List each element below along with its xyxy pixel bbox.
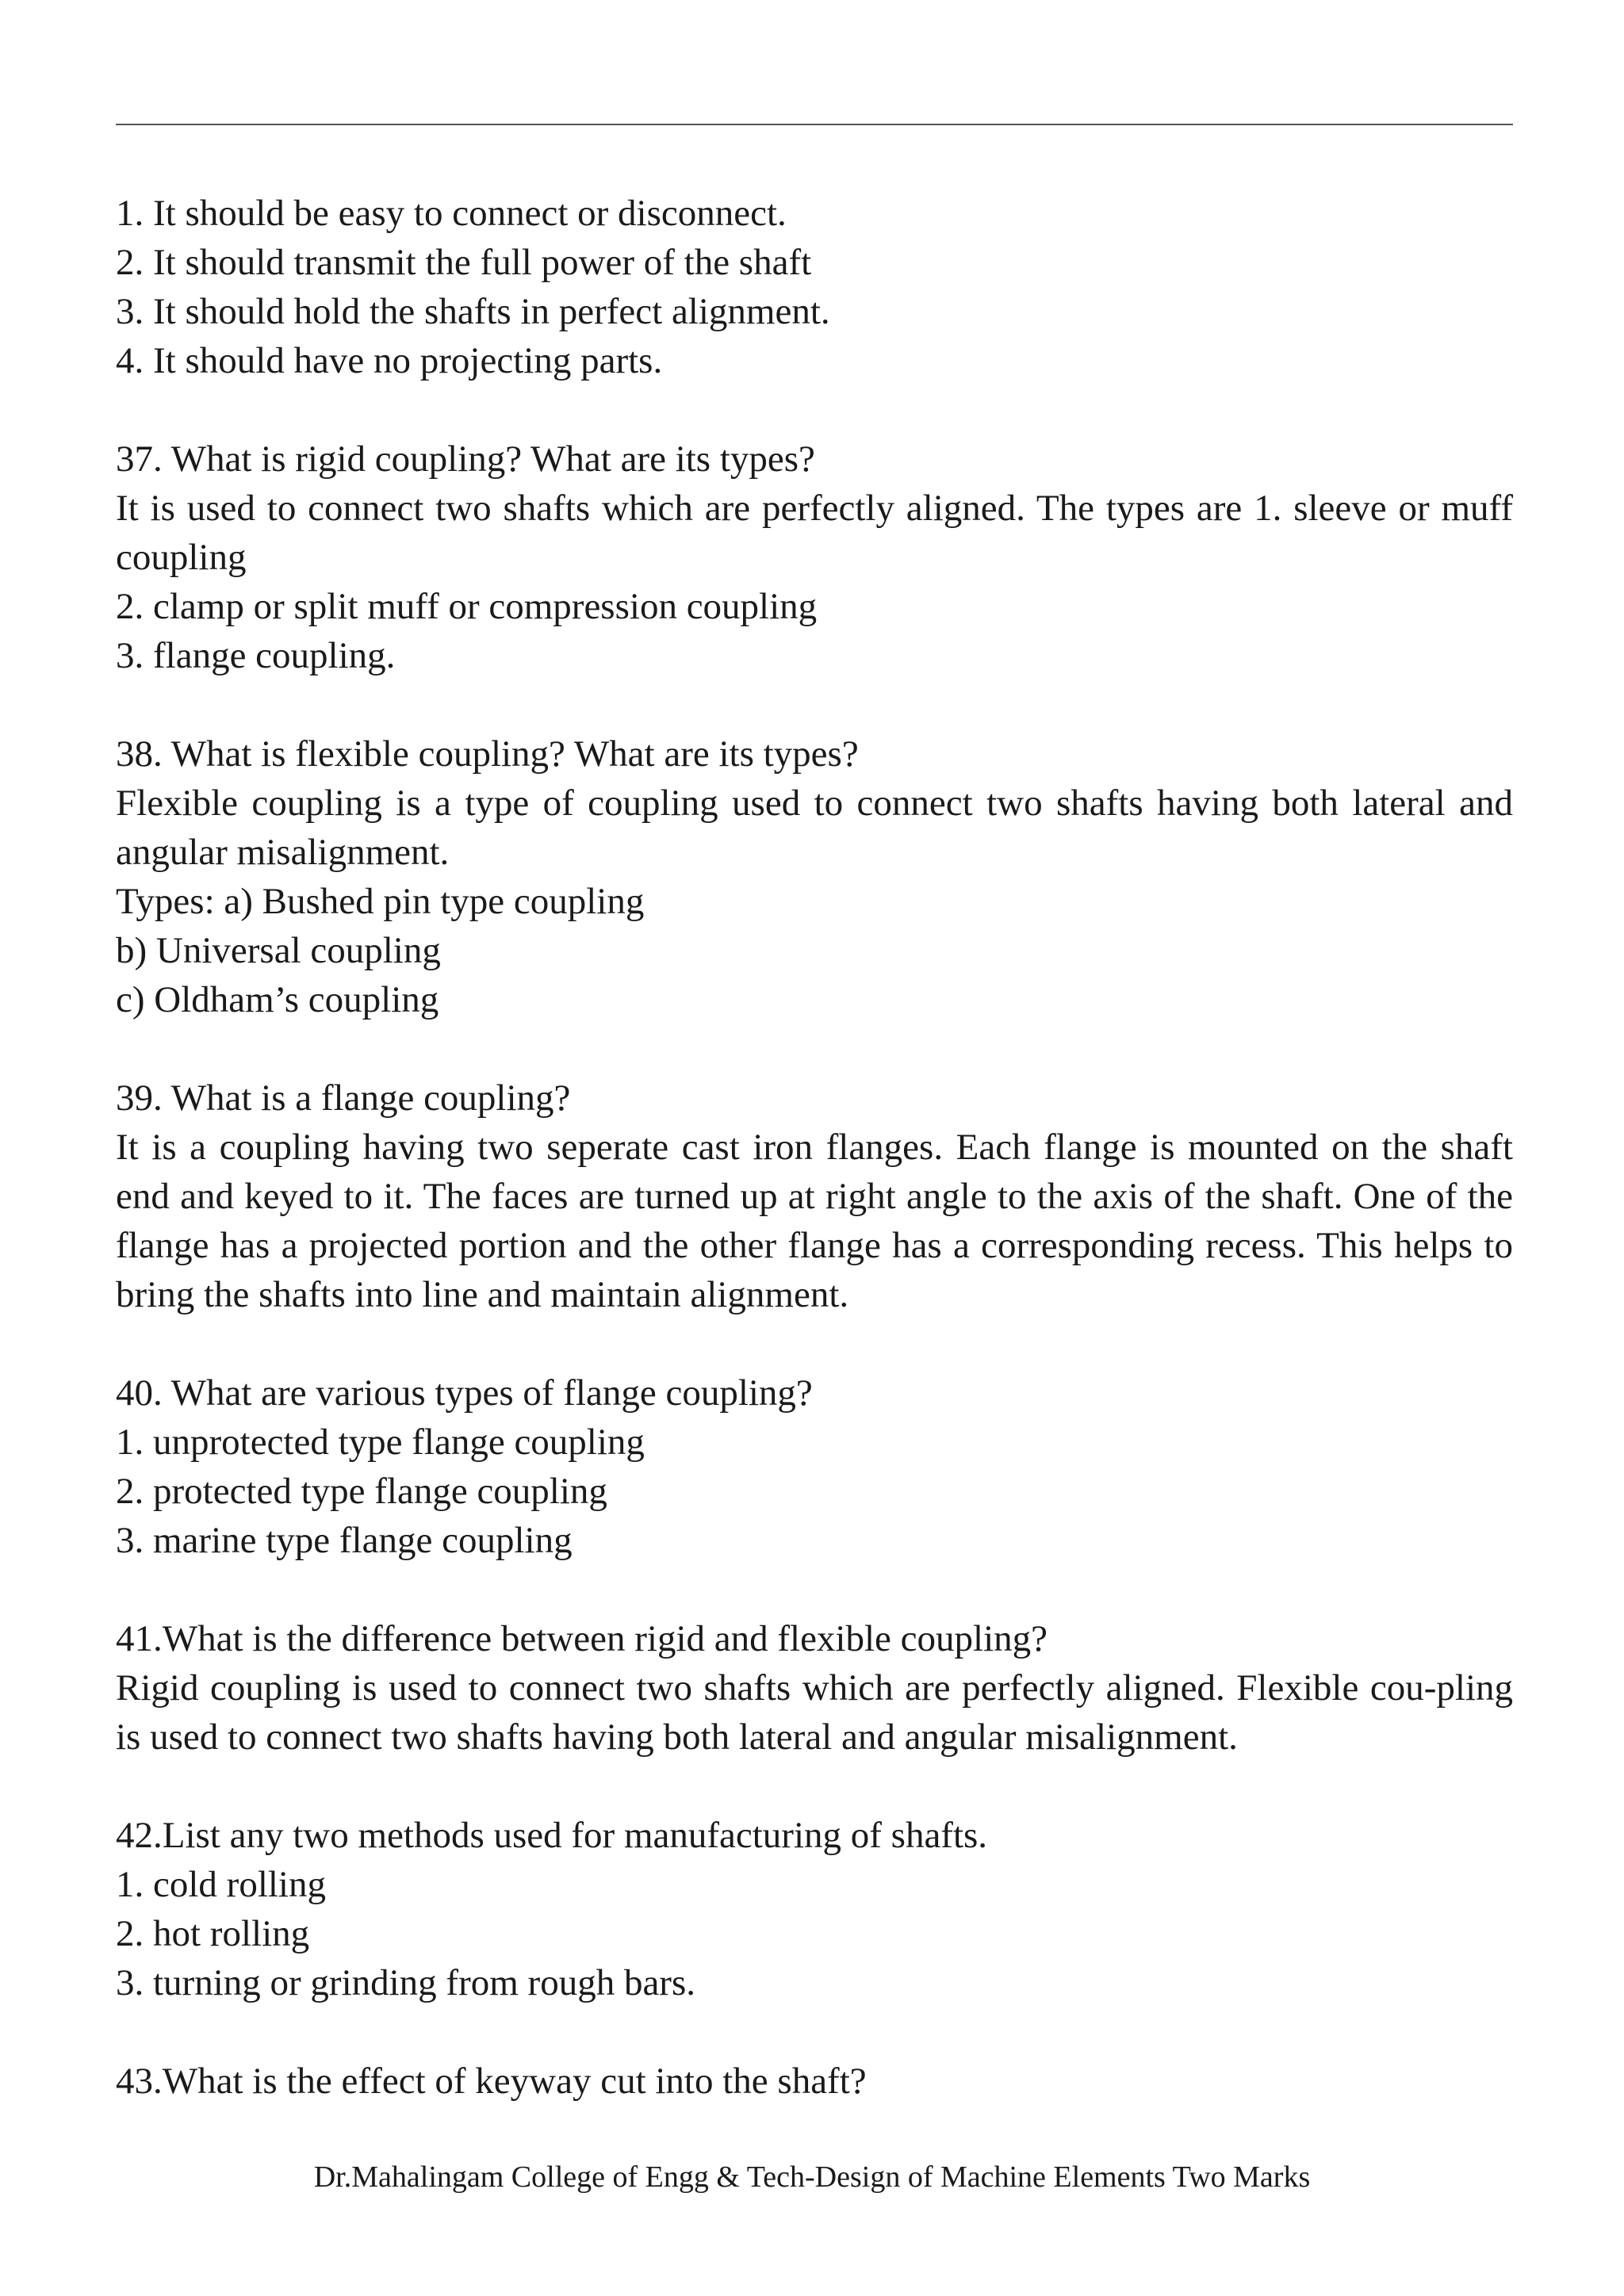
question-37	[116, 434, 1513, 680]
list-item: Types: a) Bushed pin type coupling	[116, 881, 645, 922]
answer-text: Rigid coupling is used to connect two shafts which are perfectly aligned. Flexible cou-pling is used to connect two shafts having both lateral and angular misalignment.	[116, 1667, 1513, 1758]
list-item: 2. protected type flange coupling	[116, 1471, 607, 1512]
answer-text: Flexible coupling is a type of coupling used to connect two shafts having both lateral and angular misalignment.	[116, 783, 1513, 873]
question-38	[116, 729, 1513, 1024]
question-43	[116, 2057, 1513, 2106]
question-heading: 42.List any two methods used for manufacturing of shafts.	[116, 1815, 988, 1856]
list-item: 3. flange coupling.	[116, 635, 396, 676]
list-item: 3. turning or grinding from rough bars.	[116, 1962, 696, 2003]
question-40	[116, 1368, 1513, 1565]
list-item: 3. marine type flange coupling	[116, 1520, 573, 1561]
question-39	[116, 1073, 1513, 1319]
list-item: c) Oldham’s coupling	[116, 979, 439, 1020]
question-42	[116, 1811, 1513, 2007]
intro-list	[116, 189, 1513, 385]
page-content	[116, 189, 1513, 2106]
list-item: 2. hot rolling	[116, 1913, 310, 1954]
question-heading: 38. What is flexible coupling? What are its types?	[116, 733, 859, 775]
question-heading: 40. What are various types of flange coupling?	[116, 1372, 813, 1414]
header-rule	[116, 124, 1513, 125]
question-heading: 43.What is the effect of keyway cut into the shaft?	[116, 2061, 867, 2102]
answer-text: It is a coupling having two seperate cast iron flanges. Each flange is mounted on the shaft end and keyed to it. The faces are turned up at right angle to the axis of the shaft. One of the flange has a projected portion and the other flange has a corresponding recess. This helps to bring the shafts into line and maintain alignment.	[116, 1127, 1513, 1315]
list-item: 1. unprotected type flange coupling	[116, 1422, 645, 1463]
question-heading: 41.What is the difference between rigid and flexible coupling?	[116, 1618, 1048, 1659]
list-item: 1. cold rolling	[116, 1864, 326, 1905]
answer-text: It is used to connect two shafts which are perfectly aligned. The types are 1. sleeve or muff coupling	[116, 488, 1513, 578]
list-item: 3. It should hold the shafts in perfect alignment.	[116, 291, 830, 332]
list-item: 2. clamp or split muff or compression coupling	[116, 586, 818, 627]
page-footer: Dr.Mahalingam College of Engg & Tech-Design of Machine Elements Two Marks	[313, 2160, 1311, 2194]
list-item: 4. It should have no projecting parts.	[116, 340, 663, 381]
question-heading: 39. What is a flange coupling?	[116, 1077, 571, 1119]
question-41	[116, 1614, 1513, 1762]
list-item: b) Universal coupling	[116, 930, 441, 971]
list-item: 2. It should transmit the full power of the shaft	[116, 242, 812, 283]
question-heading: 37. What is rigid coupling? What are its types?	[116, 438, 815, 480]
list-item: 1. It should be easy to connect or disconnect.	[116, 193, 787, 234]
